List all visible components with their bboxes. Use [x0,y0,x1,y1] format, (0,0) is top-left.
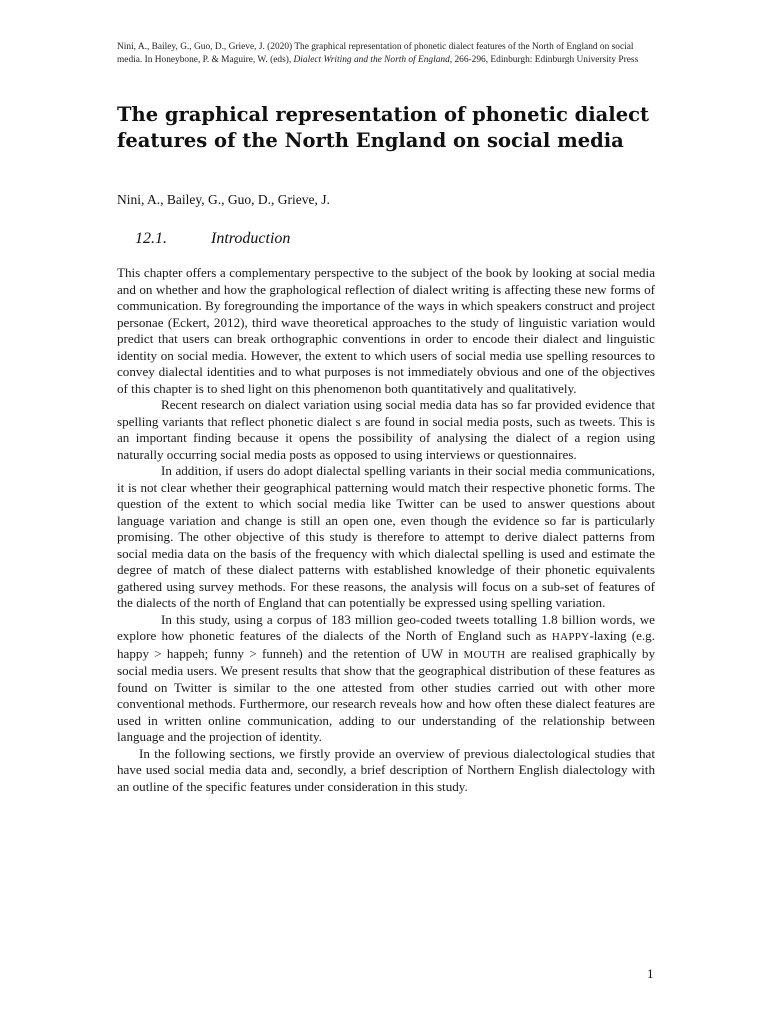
body-text [117,265,655,795]
citation-suffix: , 266-296, Edinburgh: Edinburgh University Press [449,54,639,65]
paragraph-2: Recent research on dialect variation using social media data has so far provided evidence that spelling variants that reflect phonetic dialect s are found in social media posts, such as tweets. This is an important finding because it opens the possibility of analysing the dialect of a region using naturally occurring social media posts as opposed to using interviews or questionnaires. [117,397,655,462]
section-number: 12.1. [135,230,167,247]
mouth-lexical-set: MOUTH [463,648,506,661]
paragraph-4-part-1: In this study, using a corpus of 183 million geo-coded tweets totalling 1.8 billion words, we explore how phonetic features of the dialects of the North of England such as [117,611,655,643]
paragraph-4-part-2: -laxing (e.g. happy > happeh; funny > funneh) and the retention of UW in [117,628,655,661]
page-title: The graphical representation of phonetic dialect features of the North England on social media [117,103,649,152]
paragraph-5: In the following sections, we firstly provide an overview of previous dialectological studies that have used social media data and, secondly, a brief description of Northern English dialectology with an outline of the specific features under consideration in this study. [117,745,655,794]
paragraph-4 [117,612,655,746]
paragraph-1: This chapter offers a complementary perspective to the subject of the book by looking at social media and on whether and how the graphological reflection of dialect writing is affecting these new forms of communication. By foregrounding the importance of the ways in which speakers construct and project personae (Eckert, 2012), third wave theoretical approaches to the study of linguistic variation would predict that users can break orthographic conventions in order to encode their dialect and linguistic identity on social media. However, the extent to which users of social media use spelling resources to convey dialectal identities and to what purposes is not immediately obvious and one of the objectives of this chapter is to shed light on this phenomenon both quantitatively and qualitatively. [117,265,655,396]
paragraph-3: In addition, if users do adopt dialectal spelling variants in their social media communications, it is not clear whether their geographical patterning would match their respective phonetic forms. The question of the extent to which social media like Twitter can be used to answer questions about language variation and change is still an open one, even though the evidence so far is particularly promising. The other objective of this study is therefore to attempt to derive dialect patterns from social media data on the basis of the frequency with which dialectal spelling is used and estimate the degree of match of these dialect patterns with established knowledge of their phonetic equivalents gathered using survey methods. For these reasons, the analysis will focus on a sub-set of features of the dialects of the north of England that can potentially be expressed using spelling variation. [117,463,655,610]
section-heading [135,230,290,248]
page-number: 1 [647,966,654,981]
citation-book-title: Dialect Writing and the North of England [293,54,450,65]
section-title: Introduction [211,230,291,247]
paragraph-4-part-3: are realised graphically by social media users. We present results that show that the geographical distribution of these features as found on Twitter is similar to the one attested from other studies carried out with other more conventional methods. Furthermore, our research reveals how and how often these dialect features are used in written online communication, adding to our understanding of the relationship between language and the projection of identity. [117,645,655,744]
happy-lexical-set: HAPPY [551,631,590,643]
authors: Nini, A., Bailey, G., Guo, D., Grieve, J. [117,192,330,207]
citation-prefix: Nini, A., Bailey, G., Guo, D., Grieve, J. (2020) The graphical representation of phonetic dialect features of the North of England on social media. In Honeybone, P. & Maguire, W. (eds), [117,42,634,65]
citation-header [117,41,657,66]
